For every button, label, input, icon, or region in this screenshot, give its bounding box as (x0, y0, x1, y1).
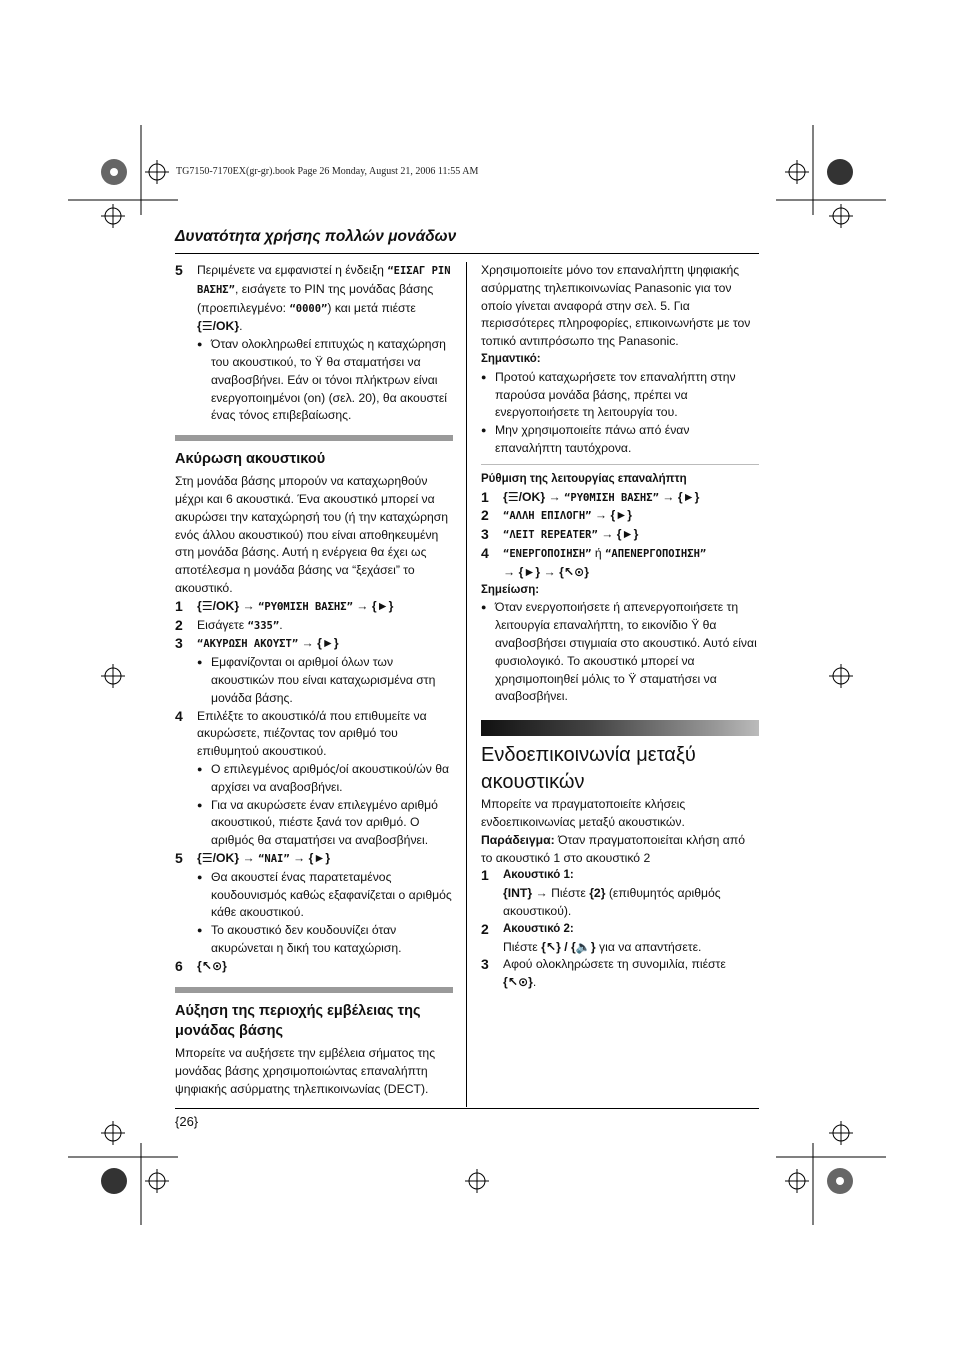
repeater-intro: Χρησιμοποιείτε μόνο τον επαναλήπτη ψηφιακής ασύρματης τηλεπικοινωνίας Panasonic για τον οποίο γίνεται αναφορά στην σελ. 5. Για περισσότερες πληροφορίες, επικοινωνήστε με τον τοπικό αντιπρόσωπο της Panasonic. (481, 263, 751, 349)
file-header: TG7150-7170EX(gr-gr).book Page 26 Monday, August 21, 2006 11:55 AM (176, 166, 479, 177)
range-text: Μπορείτε να αυξήσετε την εμβέλεια σήματος της μονάδας βάσης χρησιμοποιώντας επαναλήπτη ψηφιακής ασύρματης τηλεπικοινωνίας (DECT). (175, 1046, 436, 1097)
example: Παράδειγμα: Όταν πραγματοποιείται κλήση από το ακουστικό 1 στο ακουστικό 2 (481, 832, 746, 865)
repeater-step-3: 3 “ΛΕΙΤ REPEATER” → {►} (481, 526, 639, 543)
cancel-step-3: 3 “ΑΚΥΡΩΣΗ ΑΚΟΥΣΤ” → {►} ● Εμφανίζονται οι αριθμοί όλων των ακουστικών που είναι καταχωρισμένα στη μονάδα βάσης. (175, 635, 453, 707)
heading-cancel-handset: Ακύρωση ακουστικού (175, 451, 326, 468)
left-column (175, 262, 453, 1099)
bullet: ● Όταν ολοκληρωθεί επιτυχώς η καταχώρηση του ακουστικού, το Ÿ θα σταματήσει να αναβοσβήνει. Εάν οι τόνοι πλήκτρων είναι ενεργοποιημένοι (on) (σελ. 20), θα ακουστεί ένας τόνος επιβεβαίωσης. (197, 336, 453, 425)
intercom-intro: Μπορείτε να πραγματοποιείτε κλήσεις ενδοεπικοινωνίας μεταξύ ακουστικών. (481, 797, 686, 829)
sub-rule (481, 464, 759, 465)
note-label: Σημείωση: (481, 583, 540, 596)
cancel-step-4: 4 Επιλέξτε το ακουστικό/ά που επιθυμείτε να ακυρώσετε, πιέζοντας τον αριθμό του επιθυμητού ακουστικού. ● Ο επιλεγμένος αριθμός/οί ακουστικού/ών θα αρχίσει να αναβοσβήνει. ● Για να ακυρώσετε έναν επιλεγμένο αριθμό ακουστικού, πιέστε ξανά τον αριθμό. Ο αριθμός θα σταματήσει να αναβοσβήνει. (175, 708, 453, 850)
cancel-step-6: 6 {↖⊙} (175, 957, 227, 974)
intercom-step-2: 2 Ακουστικό 2: Πιέστε {↖} / {🔈} για να απαντήσετε. (481, 920, 702, 954)
repeater-step-4: 4 “ΕΝΕΡΓΟΠΟΙΗΣΗ” ή “ΑΠΕΝΕΡΓΟΠΟΙΗΣΗ” → {►} → {↖⊙} (481, 544, 707, 579)
cancel-step-1: 1 {☰/OK} → “ΡΥΘΜΙΣΗ ΒΑΣΗΣ” → {►} (175, 597, 394, 614)
cancel-step-5: 5 {☰/OK} → “ΝΑΙ” → {►} ● Θα ακουστεί ένας παρατεταμένος κουδουνισμός καθώς εξαφανίζεται ο αριθμός κάθε ακουστικού. ● Το ακουστικό δεν κουδουνίζει όταν ακυρώνεται η δική του καταχώριση. (175, 850, 453, 958)
header-rule (175, 253, 759, 254)
heading-range: Αύξηση της περιοχής εμβέλειας της μονάδας βάσης (175, 1003, 421, 1040)
right-column: Χρησιμοποιείτε μόνο τον επαναλήπτη ψηφιακής ασύρματης τηλεπικοινωνίας Panasonic για τον οποίο γίνεται αναφορά στην σελ. 5. Για περισσότερες πληροφορίες, επικοινωνήστε με τον τοπικό αντιπρόσωπο της Panasonic. Σημαντικό: ● Προτού καταχωρήσετε τον επαναλήπτη στην παρούσα μονάδα βάσης, πρέπει να ενεργοποιήσετε τη λειτουργία του. ● Μην χρησιμοποιείτε πάνω από έναν επαναλήπτη ταυτόχρονα. Ρύθμιση της λειτουργίας επαναλήπτη 1 {☰/OK} → “ΡΥΘΜΙΣΗ ΒΑΣΗΣ” → {►} 2 “ΑΛΛΗ ΕΠΙΛΟΓΗ” → {►} 3 “ΛΕΙΤ REPEATER” → {►} 4 “ΕΝΕΡΓΟΠΟΙΗΣΗ” ή “ΑΠΕΝΕΡΓΟΠΟΙΗΣΗ” → {►} → {↖⊙} Σημείωση: ● Όταν ενεργοποιήσετε ή απενεργοποιήσετε τη λειτουργία επαναλήπτη, το εικονίδιο Ÿ θα αναβοσβήσει στιγμιαία στο ακουστικό. Αυτό είναι φυσιολογικό. Το ακουστικό μπορεί να χρησιμοποιηθεί μόλις το Ÿ σταματήσει να αναβοσβήνει. Ενδοεπικοινωνία μεταξύ ακουστικών Μπορείτε να πραγματοποιείτε κλήσεις ενδοεπικοινωνίας μεταξύ ακουστικών. Παράδειγμα: Όταν πραγματοποιείται κλήση από το ακουστικό 1 στο ακουστικό 2 1 Ακουστικό 1: {INT} → Πιέστε {2} (επιθυμητός αριθμός ακουστικού). 2 Ακουστικό 2: Πιέστε {↖} / {🔈} για να απαντήσετε. 3 Αφού ολοκληρώσετε τη συνομιλία, πιέστε {↖⊙}. (481, 262, 759, 992)
section-bar (175, 987, 453, 993)
section-title: Δυνατότητα χρήσης πολλών μονάδων (175, 228, 457, 245)
step-number: 5 (175, 262, 183, 278)
cancel-step-2: 2 Εισάγετε “335”. (175, 616, 283, 633)
intercom-title: Ενδοεπικοινωνία μεταξύ ακουστικών (481, 744, 696, 794)
intercom-title-bar (481, 720, 759, 736)
column-divider (466, 262, 467, 1107)
page-number: {26} (175, 1114, 199, 1129)
cancel-intro: Στη μονάδα βάσης μπορούν να καταχωρηθούν μέχρι και 6 ακουστικά. Ένα ακουστικό μπορεί να ακυρώσει την καταχώρησή του (ή την καταχώρηση ενός άλλου ακουστικού) που είναι αποθηκευμένη στη μονάδα βάσης. Αυτή η ενέργεια θα έχει ως αποτέλεσμα η μονάδα βάσης να “ξεχάσει” το ακουστικό. (175, 474, 449, 595)
repeater-step-1: 1 {☰/OK} → “ΡΥΘΜΙΣΗ ΒΑΣΗΣ” → {►} (481, 488, 700, 505)
intercom-step-3: 3 Αφού ολοκληρώσετε τη συνομιλία, πιέστε {↖⊙}. (481, 956, 726, 990)
repeater-heading: Ρύθμιση της λειτουργίας επαναλήπτη (481, 472, 687, 485)
intercom-step-1: 1 Ακουστικό 1: {INT} → Πιέστε {2} (επιθυμητός αριθμός ακουστικού). (481, 867, 721, 918)
important-label: Σημαντικό: (481, 352, 541, 365)
repeater-step-2: 2 “ΑΛΛΗ ΕΠΙΛΟΓΗ” → {►} (481, 507, 633, 524)
section-bar (175, 435, 453, 441)
step-5-register: 5 Περιμένετε να εμφανιστεί η ένδειξη “ΕΙΣΑΓ PIN ΒΑΣΗΣ”, εισάγετε το PIN της μονάδας βάσης (προεπιλεγμένο: “0000”) και μετά πιέστε {☰/OK}. ● Όταν ολοκληρωθεί επιτυχώς η καταχώρηση του ακουστικού, το Ÿ θα σταματήσει να αναβοσβήνει. Εάν οι τόνοι πλήκτρων είναι ενεργοποιημένοι (on) (σελ. 20), θα ακουστεί ένας τόνος επιβεβαίωσης. (175, 262, 453, 425)
footer-rule (175, 1108, 759, 1109)
